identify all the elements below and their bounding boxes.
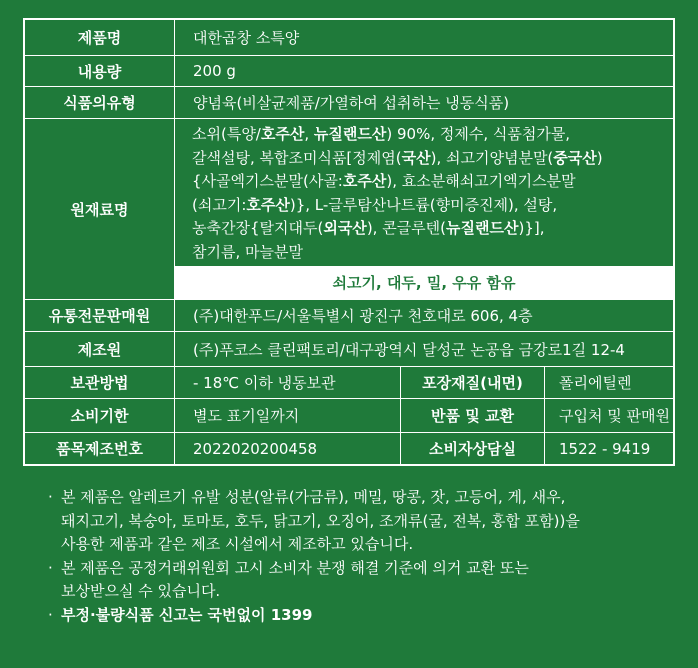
note-item bbox=[48, 604, 580, 628]
row-ingredients bbox=[25, 119, 673, 300]
ingredient-text: 참기름, 마늘분말 bbox=[192, 242, 303, 261]
ingredient-text: )}, L-글루탐산나트륨(향미증진제), 설탕, bbox=[289, 195, 558, 214]
note-item bbox=[48, 557, 580, 604]
return-label: 반품 및 교환 bbox=[400, 399, 545, 432]
note-bullet: · bbox=[48, 488, 53, 506]
product-name-value: 대한곱창 소특양 bbox=[193, 29, 300, 47]
origin-text: 국산 bbox=[401, 148, 431, 167]
origin-text: 뉴질랜드산 bbox=[446, 219, 519, 237]
note-line: 돼지고기, 복숭아, 토마토, 호두, 닭고기, 오징어, 조개류(굴, 전복, 홍합 포함))을 bbox=[61, 511, 580, 530]
ingredient-text: , bbox=[304, 125, 314, 143]
packaging-label: 포장재질(내면) bbox=[400, 367, 545, 398]
row-report-no bbox=[25, 433, 673, 464]
origin-text: 호주산 bbox=[342, 172, 387, 190]
consumer-center-value: 1522 - 9419 bbox=[559, 439, 651, 458]
origin-text: 외국산 bbox=[323, 219, 367, 237]
note-bullet: · bbox=[48, 605, 53, 624]
ingredient-text: ) bbox=[596, 148, 603, 167]
origin-text: 호주산 bbox=[260, 125, 305, 143]
note-line: 보상받으실 수 있습니다. bbox=[61, 582, 221, 600]
note-line: 부정·불량식품 신고는 국번없이 1399 bbox=[61, 605, 313, 624]
manufacturer-value: (주)푸코스 클린팩토리/대구광역시 달성군 논공읍 금강로1길 12-4 bbox=[193, 340, 625, 359]
row-product-name bbox=[25, 20, 673, 56]
product-info-table bbox=[23, 18, 675, 466]
ingredient-text: 농축간장{탈지대두( bbox=[192, 219, 324, 237]
volume-label: 내용량 bbox=[25, 56, 175, 86]
ingredient-text: (쇠고기: bbox=[192, 195, 247, 214]
note-bullet: · bbox=[48, 558, 53, 577]
report-no-label: 품목제조번호 bbox=[25, 433, 175, 464]
ingredient-text: )}], bbox=[518, 219, 545, 237]
manufacturer-label: 제조원 bbox=[25, 332, 175, 366]
consumer-center-label: 소비자상담실 bbox=[400, 433, 545, 464]
storage-value: - 18℃ 이하 냉동보관 bbox=[193, 374, 336, 392]
report-no-value: 2022020200458 bbox=[193, 439, 318, 458]
ingredient-text: 갈색설탕, 복합조미식품[정제염( bbox=[192, 148, 402, 167]
ingredient-text: 소위(특양/ bbox=[192, 125, 261, 143]
ingredients-line bbox=[192, 217, 673, 241]
notes bbox=[48, 486, 580, 627]
ingredients-line bbox=[192, 123, 673, 147]
expiry-value: 별도 표기일까지 bbox=[193, 407, 300, 425]
storage-label: 보관방법 bbox=[25, 367, 175, 398]
note-item bbox=[48, 486, 580, 557]
product-name-label: 제품명 bbox=[25, 20, 175, 55]
note-line: 본 제품은 알레르기 유발 성분(알류(가금류), 메밀, 땅콩, 잣, 고등어, 게, 새우, bbox=[61, 488, 566, 506]
distributor-value: (주)대한푸드/서울특별시 광진구 천호대로 606, 4층 bbox=[193, 307, 533, 325]
ingredients-text bbox=[175, 119, 673, 266]
return-value: 구입처 및 판매원 bbox=[559, 407, 670, 425]
ingredient-text: ) 90%, 정제수, 식품첨가물, bbox=[386, 125, 571, 143]
ingredient-text: ), 효소분해쇠고기엑기스분말 bbox=[386, 172, 576, 190]
ingredients-line bbox=[192, 170, 673, 194]
volume-value: 200 g bbox=[193, 62, 236, 80]
row-storage bbox=[25, 367, 673, 399]
note-line: 사용한 제품과 같은 제조 시설에서 제조하고 있습니다. bbox=[61, 535, 414, 553]
ingredient-text: ), 콘글루텐( bbox=[366, 219, 447, 237]
row-expiry bbox=[25, 399, 673, 433]
packaging-value: 폴리에틸렌 bbox=[559, 374, 632, 392]
ingredient-text: ), 쇠고기양념분말( bbox=[430, 148, 554, 167]
allergy-notice: 쇠고기, 대두, 밀, 우유 함유 bbox=[175, 266, 673, 299]
row-manufacturer bbox=[25, 332, 673, 367]
ingredients-label: 원재료명 bbox=[25, 119, 175, 299]
ingredient-text: {사골엑기스분말(사골: bbox=[192, 172, 343, 190]
food-type-label: 식품의유형 bbox=[25, 87, 175, 118]
row-food-type bbox=[25, 87, 673, 119]
origin-text: 뉴질랜드산 bbox=[313, 125, 387, 143]
distributor-label: 유통전문판매원 bbox=[25, 300, 175, 331]
row-volume bbox=[25, 56, 673, 87]
note-line: 본 제품은 공정거래위원회 고시 소비자 분쟁 해결 기준에 의거 교환 또는 bbox=[61, 558, 529, 577]
ingredients-line bbox=[192, 147, 673, 171]
food-type-value: 양념육(비살균제품/가열하여 섭취하는 냉동식품) bbox=[193, 94, 510, 112]
ingredients-line bbox=[192, 241, 673, 265]
row-distributor bbox=[25, 300, 673, 332]
expiry-label: 소비기한 bbox=[25, 399, 175, 432]
ingredients-line bbox=[192, 194, 673, 218]
origin-text: 호주산 bbox=[246, 195, 290, 214]
origin-text: 중국산 bbox=[553, 148, 597, 167]
